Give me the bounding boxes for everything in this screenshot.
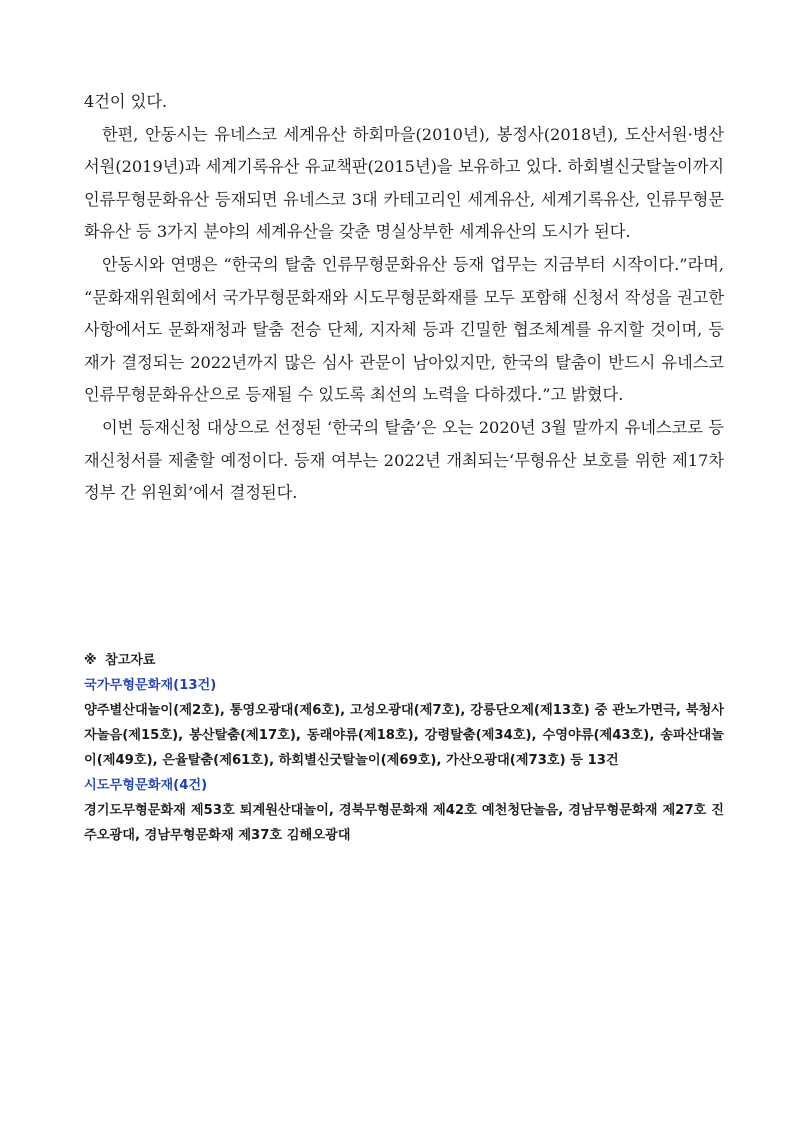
- paragraph-world-heritage-city: 한편, 안동시는 유네스코 세계유산 하회마을(2010년), 봉정사(2018년), 도산서원·병산서원(2019년)과 세계기록유산 유교책판(2015년)을 보유하고 있다. 하회별신굿탈놀이까지 인류무형문화유산 등재되면 유네스코 3대 카테고리인 세계유산, 세계기록유산, 인류무형문화유산 등 3가지 분야의 세계유산을 갖춘 명실상부한 세계유산의 도시가 된다.: [84, 124, 724, 242]
- reference-section: [84, 648, 724, 848]
- press-release-body: [84, 86, 724, 510]
- paragraph-continuation: 4건이 있다.: [84, 92, 168, 111]
- paragraph-submission-schedule: 이번 등재신청 대상으로 선정된 ‘한국의 탈춤’은 오는 2020년 3월 말까지 유네스코로 등재신청서를 제출할 예정이다. 등재 여부는 2022년 개최되는‘무형유산 보호를 위한 제17차 정부 간 위원회’에서 결정된다.: [84, 417, 724, 503]
- reference-title: [84, 648, 724, 673]
- provincial-heritage-heading: 시도무형문화재(4건): [84, 778, 208, 793]
- national-heritage-list: 양주별산대놀이(제2호), 통영오광대(제6호), 고성오광대(제7호), 강릉단오제(제13호) 중 관노가면극, 북청사자놀음(제15호), 봉산탈춤(제17호), 동래야류(제18호), 강령탈춤(제34호), 수영야류(제43호), 송파산대놀이(제49호), 은율탈춤(제61호), 하회별신굿탈놀이(제69호), 가산오광대(제73호) 등 13건: [84, 703, 724, 768]
- reference-mark-icon: ※: [84, 653, 97, 668]
- provincial-heritage-list: 경기도무형문화재 제53호 퇴계원산대놀이, 경북무형문화재 제42호 예천청단놀음, 경남무형문화재 제27호 진주오광대, 경남무형문화재 제37호 김해오광대: [84, 803, 724, 843]
- paragraph-federation-statement: 안동시와 연맹은 “한국의 탈춤 인류무형문화유산 등재 업무는 지금부터 시작이다.”라며, “문화재위원회에서 국가무형문화재와 시도무형문화재를 모두 포함해 신청서 작성을 권고한 사항에서도 문화재청과 탈춤 전승 단체, 지자체 등과 긴밀한 협조체계를 유지할 것이며, 등재가 결정되는 2022년까지 많은 심사 관문이 남아있지만, 한국의 탈춤이 반드시 유네스코 인류무형문화유산으로 등재될 수 있도록 최선의 노력을 다하겠다.”고 밝혔다.: [84, 254, 724, 405]
- national-heritage-heading: 국가무형문화재(13건): [84, 678, 217, 693]
- reference-title-text: 참고자료: [105, 653, 156, 668]
